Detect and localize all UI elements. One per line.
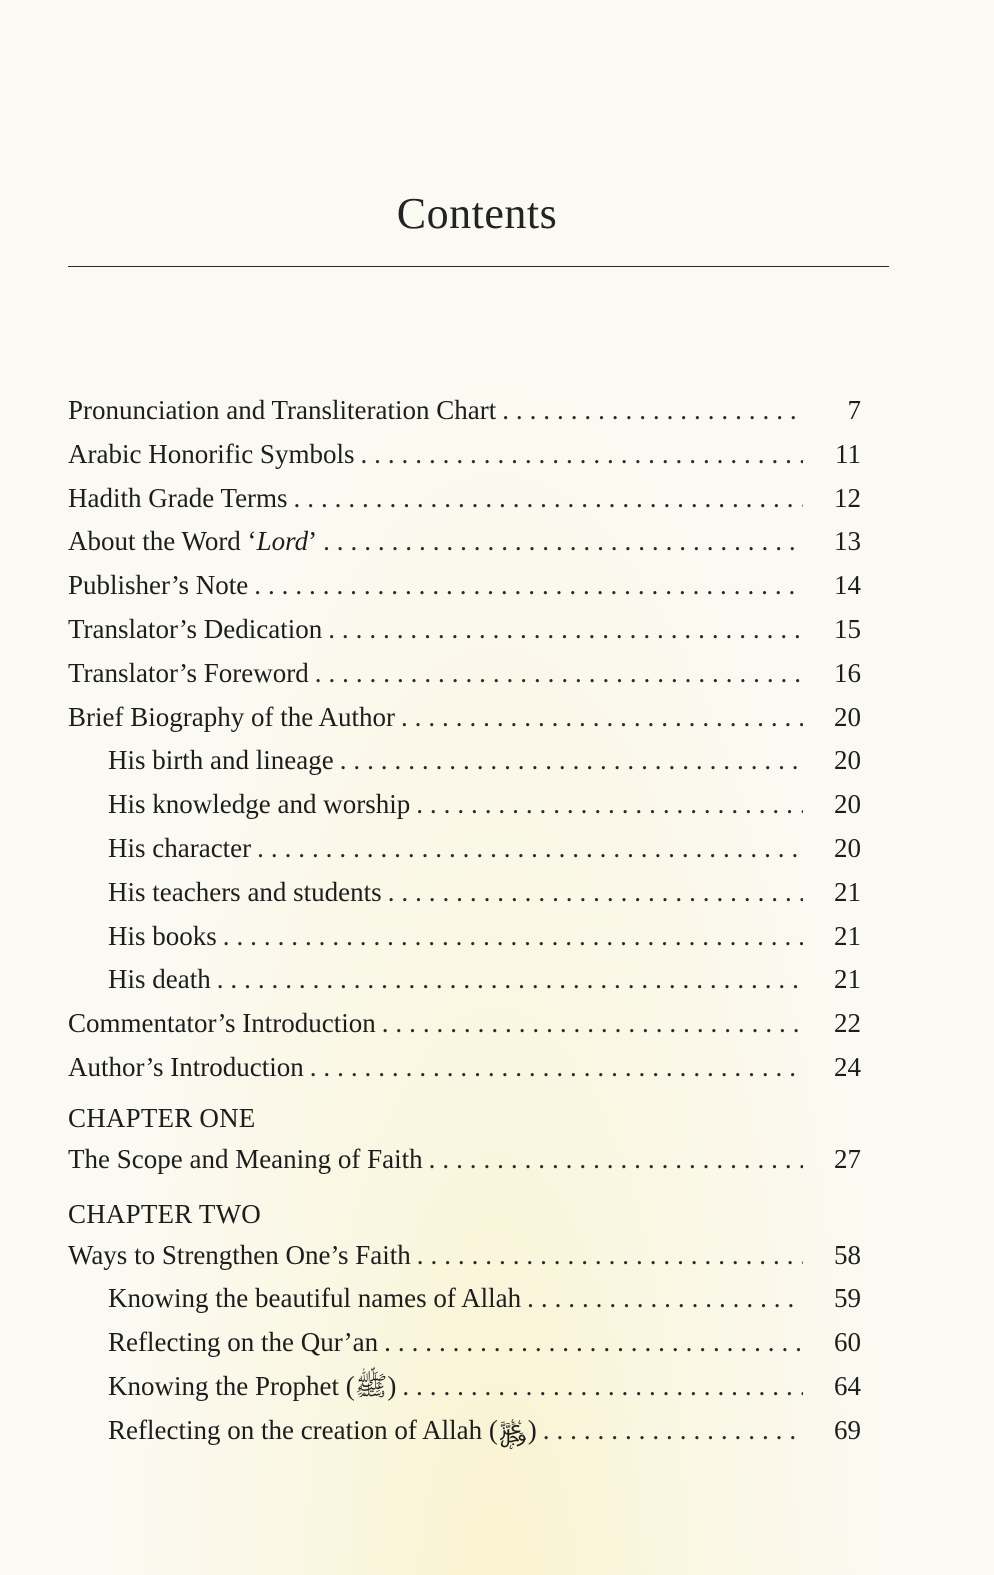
toc-entry-page: 20 <box>834 745 861 776</box>
toc-entry-page: 21 <box>834 964 861 995</box>
dot-leader <box>323 520 803 564</box>
page-title: Contents <box>396 189 558 238</box>
dot-leader <box>294 477 803 521</box>
toc-entry-label-prefix: About the Word ‘ <box>68 526 257 557</box>
toc-entry[interactable] <box>68 564 861 608</box>
dot-leader <box>217 958 803 1002</box>
toc-entry-label-suffix: ’ <box>308 526 318 557</box>
toc-entry-page: 24 <box>834 1051 861 1082</box>
toc-entry-label: His teachers and students <box>108 876 382 907</box>
toc-entry-label: Brief Biography of the Author <box>68 701 395 732</box>
toc-entry-page: 58 <box>834 1239 861 1270</box>
toc-entry-label: Commentator’s Introduction <box>68 1008 376 1039</box>
toc-subentry[interactable] <box>68 915 861 959</box>
toc-entry-page: 22 <box>834 1008 861 1039</box>
toc-entry-label: Ways to Strengthen One’s Faith <box>68 1239 411 1270</box>
toc-entry[interactable] <box>68 1046 861 1090</box>
dot-leader <box>429 1138 803 1182</box>
toc-entry-page: 16 <box>834 657 861 688</box>
toc-entry-label: Publisher’s Note <box>68 570 249 601</box>
toc-entry-label: Author’s Introduction <box>68 1051 304 1082</box>
toc-entry-page: 21 <box>834 876 861 907</box>
toc-subentry[interactable] <box>68 871 861 915</box>
dot-leader <box>315 652 803 696</box>
toc-entry-label-italic: Lord <box>256 526 309 557</box>
toc-entry-page: 11 <box>835 438 861 469</box>
toc-entry-label: Reflecting on the creation of Allah (﷿) <box>108 1414 537 1445</box>
toc-entry[interactable] <box>68 520 861 564</box>
dot-leader <box>384 1321 803 1365</box>
chapter-heading: CHAPTER ONE <box>68 1102 256 1133</box>
toc-entry-label: Translator’s Dedication <box>68 613 323 644</box>
toc-entry[interactable] <box>68 389 861 433</box>
toc-subentry[interactable] <box>68 1409 861 1453</box>
dot-leader <box>257 827 803 871</box>
dot-leader <box>223 915 803 959</box>
toc-entry-page: 14 <box>834 570 861 601</box>
toc-entry-label: The Scope and Meaning of Faith <box>68 1143 423 1174</box>
toc-entry-page: 60 <box>834 1327 861 1358</box>
dot-leader <box>543 1409 803 1453</box>
dot-leader <box>310 1046 803 1090</box>
toc-subentry[interactable] <box>68 827 861 871</box>
toc-entry-label <box>68 520 323 564</box>
dot-leader <box>382 1002 803 1046</box>
dot-leader <box>417 1234 803 1278</box>
toc-entry-label: His books <box>108 920 217 951</box>
toc-subentry[interactable] <box>68 958 861 1002</box>
toc-entry[interactable] <box>68 652 861 696</box>
toc-entry-page: 21 <box>834 920 861 951</box>
toc-entry-label: Knowing the beautiful names of Allah <box>108 1283 522 1314</box>
dot-leader <box>388 871 803 915</box>
dot-leader <box>401 696 803 740</box>
toc-entry[interactable] <box>68 1002 861 1046</box>
toc-entry[interactable] <box>68 608 861 652</box>
dot-leader <box>340 739 803 783</box>
toc-entry-page: 27 <box>834 1143 861 1174</box>
dot-leader <box>402 1365 803 1409</box>
title-rule <box>68 266 889 267</box>
dot-leader <box>527 1277 803 1321</box>
toc-entry-label: His knowledge and worship <box>108 789 411 820</box>
toc-entry[interactable] <box>68 1138 861 1182</box>
toc-entry-page: 20 <box>834 832 861 863</box>
toc-entry-page: 20 <box>834 701 861 732</box>
toc-entry-page: 69 <box>834 1414 861 1445</box>
toc-entry-label: Arabic Honorific Symbols <box>68 438 355 469</box>
toc-subentry[interactable] <box>68 1321 861 1365</box>
toc-entry-label: Knowing the Prophet (ﷺ) <box>108 1370 397 1401</box>
dot-leader <box>416 783 803 827</box>
dot-leader <box>502 389 803 433</box>
toc-entry-label: His character <box>108 832 252 863</box>
toc-entry[interactable] <box>68 696 861 740</box>
toc-entry-page: 12 <box>834 482 861 513</box>
toc-entry-label: His death <box>108 964 211 995</box>
toc-entry-page: 20 <box>834 789 861 820</box>
table-of-contents <box>68 389 861 1453</box>
toc-entry-page: 7 <box>847 395 861 425</box>
toc-entry-label: Reflecting on the Qur’an <box>108 1327 379 1358</box>
toc-entry-label: Pronunciation and Transliteration Chart <box>68 395 497 425</box>
dot-leader <box>328 608 803 652</box>
toc-subentry[interactable] <box>68 1277 861 1321</box>
toc-entry-label: Hadith Grade Terms <box>68 482 288 513</box>
chapter-heading: CHAPTER TWO <box>68 1198 261 1229</box>
dot-leader <box>360 433 803 477</box>
toc-entry-page: 13 <box>834 526 861 557</box>
toc-entry[interactable] <box>68 433 861 477</box>
toc-subentry[interactable] <box>68 783 861 827</box>
toc-subentry[interactable] <box>68 739 861 783</box>
toc-entry-label: Translator’s Foreword <box>68 657 309 688</box>
toc-entry[interactable] <box>68 477 861 521</box>
toc-entry-page: 59 <box>834 1283 861 1314</box>
toc-entry-page: 64 <box>834 1370 861 1401</box>
toc-entry-page: 15 <box>834 613 861 644</box>
toc-subentry[interactable] <box>68 1365 861 1409</box>
toc-entry[interactable] <box>68 1234 861 1278</box>
dot-leader <box>254 564 803 608</box>
toc-entry-label: His birth and lineage <box>108 745 334 776</box>
